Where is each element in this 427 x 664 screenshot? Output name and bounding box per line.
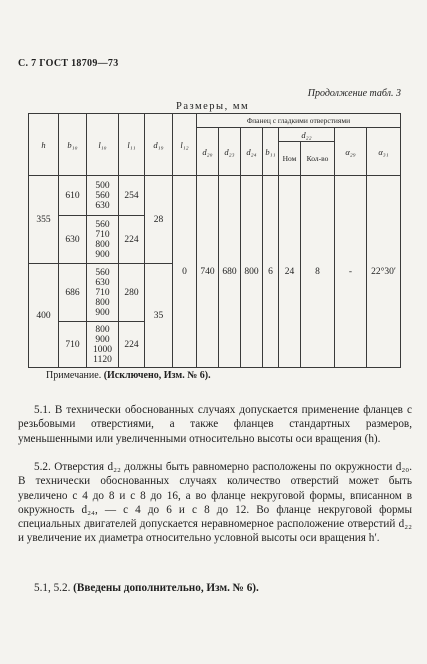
note-text: (Исключено, Изм. № 6). bbox=[103, 370, 211, 381]
cell-a29: - bbox=[335, 176, 367, 368]
cell-nom: 24 bbox=[279, 176, 301, 368]
col-l11: l₁₁ bbox=[119, 114, 145, 176]
cell-l11: 224 bbox=[119, 216, 145, 264]
table-continuation-label: Продолжение табл. 3 bbox=[307, 88, 401, 99]
table-caption: Размеры, мм bbox=[176, 101, 250, 112]
col-d20: d₂₀ bbox=[197, 128, 219, 176]
col-nom: Ном bbox=[279, 142, 301, 176]
cell-l10: 560 630 710 800 900 bbox=[87, 264, 119, 322]
col-b10: b₁₀ bbox=[59, 114, 87, 176]
paragraph-5-2: 5.2. Отверстия d₂₂ должны быть равномерно расположены по окружности d₂₀. В технически обоснованных случаях количество отверстий может быть увеличено с 4 до 8 и с 8 до 16, а во фланце некруговой формы, вписанном в окружность d₂₄, — с 4 до 6 и с 8 до 12. Во фланце некруговой формы специальных двигателей допускается неравномерное расположение отверстий d₂₂ и увеличение их диаметра относительно условной высоты оси вращения h′. bbox=[18, 461, 412, 545]
cell-l10: 800 900 1000 1120 bbox=[87, 322, 119, 368]
cell-b10: 630 bbox=[59, 216, 87, 264]
col-l10: l₁₀ bbox=[87, 114, 119, 176]
cell-d23: 680 bbox=[219, 176, 241, 368]
dimensions-table bbox=[28, 113, 401, 368]
col-l12: l₁₂ bbox=[173, 114, 197, 176]
amendment-text: (Введены дополнительно, Изм. № 6). bbox=[73, 582, 259, 594]
cell-l11: 280 bbox=[119, 264, 145, 322]
col-a31: α₃₁ bbox=[367, 128, 401, 176]
col-d19: d₁₉ bbox=[145, 114, 173, 176]
col-d23: d₂₃ bbox=[219, 128, 241, 176]
page-header: С. 7 ГОСТ 18709—73 bbox=[18, 58, 119, 69]
col-d22: d₂₂ bbox=[279, 128, 335, 142]
cell-l10: 500 560 630 bbox=[87, 176, 119, 216]
cell-b10: 610 bbox=[59, 176, 87, 216]
paragraph-5-1: 5.1. В технически обоснованных случаях допускается применение фланцев с резьбовыми отверстиями, а также фланцев стандартных размеров, уменьшенными или увеличенными относительно высоты оси вращения (h). bbox=[18, 404, 412, 445]
cell-b10: 686 bbox=[59, 264, 87, 322]
col-a29: α₂₉ bbox=[335, 128, 367, 176]
cell-b11: 6 bbox=[263, 176, 279, 368]
cell-d20: 740 bbox=[197, 176, 219, 368]
cell-b10: 710 bbox=[59, 322, 87, 368]
cell-d24: 800 bbox=[241, 176, 263, 368]
group-header: Фланец с гладкими отверстиями bbox=[197, 114, 401, 128]
col-b11: b₁₁ bbox=[263, 128, 279, 176]
paragraph-amendment bbox=[18, 581, 412, 595]
cell-l12: 0 bbox=[173, 176, 197, 368]
cell-d19: 35 bbox=[145, 264, 173, 368]
cell-qty: 8 bbox=[301, 176, 335, 368]
cell-l11: 254 bbox=[119, 176, 145, 216]
table-note bbox=[46, 370, 211, 381]
note-label: Примечание. bbox=[46, 370, 102, 381]
cell-l10: 560 710 800 900 bbox=[87, 216, 119, 264]
cell-a31: 22°30′ bbox=[367, 176, 401, 368]
col-h: h bbox=[29, 114, 59, 176]
cell-d19: 28 bbox=[145, 176, 173, 264]
cell-h-400: 400 bbox=[29, 264, 59, 368]
cell-h-355: 355 bbox=[29, 176, 59, 264]
cell-l11: 224 bbox=[119, 322, 145, 368]
col-qty: Кол-во bbox=[301, 142, 335, 176]
amendment-number: 5.1, 5.2. bbox=[34, 582, 71, 594]
col-d24: d₂₄ bbox=[241, 128, 263, 176]
